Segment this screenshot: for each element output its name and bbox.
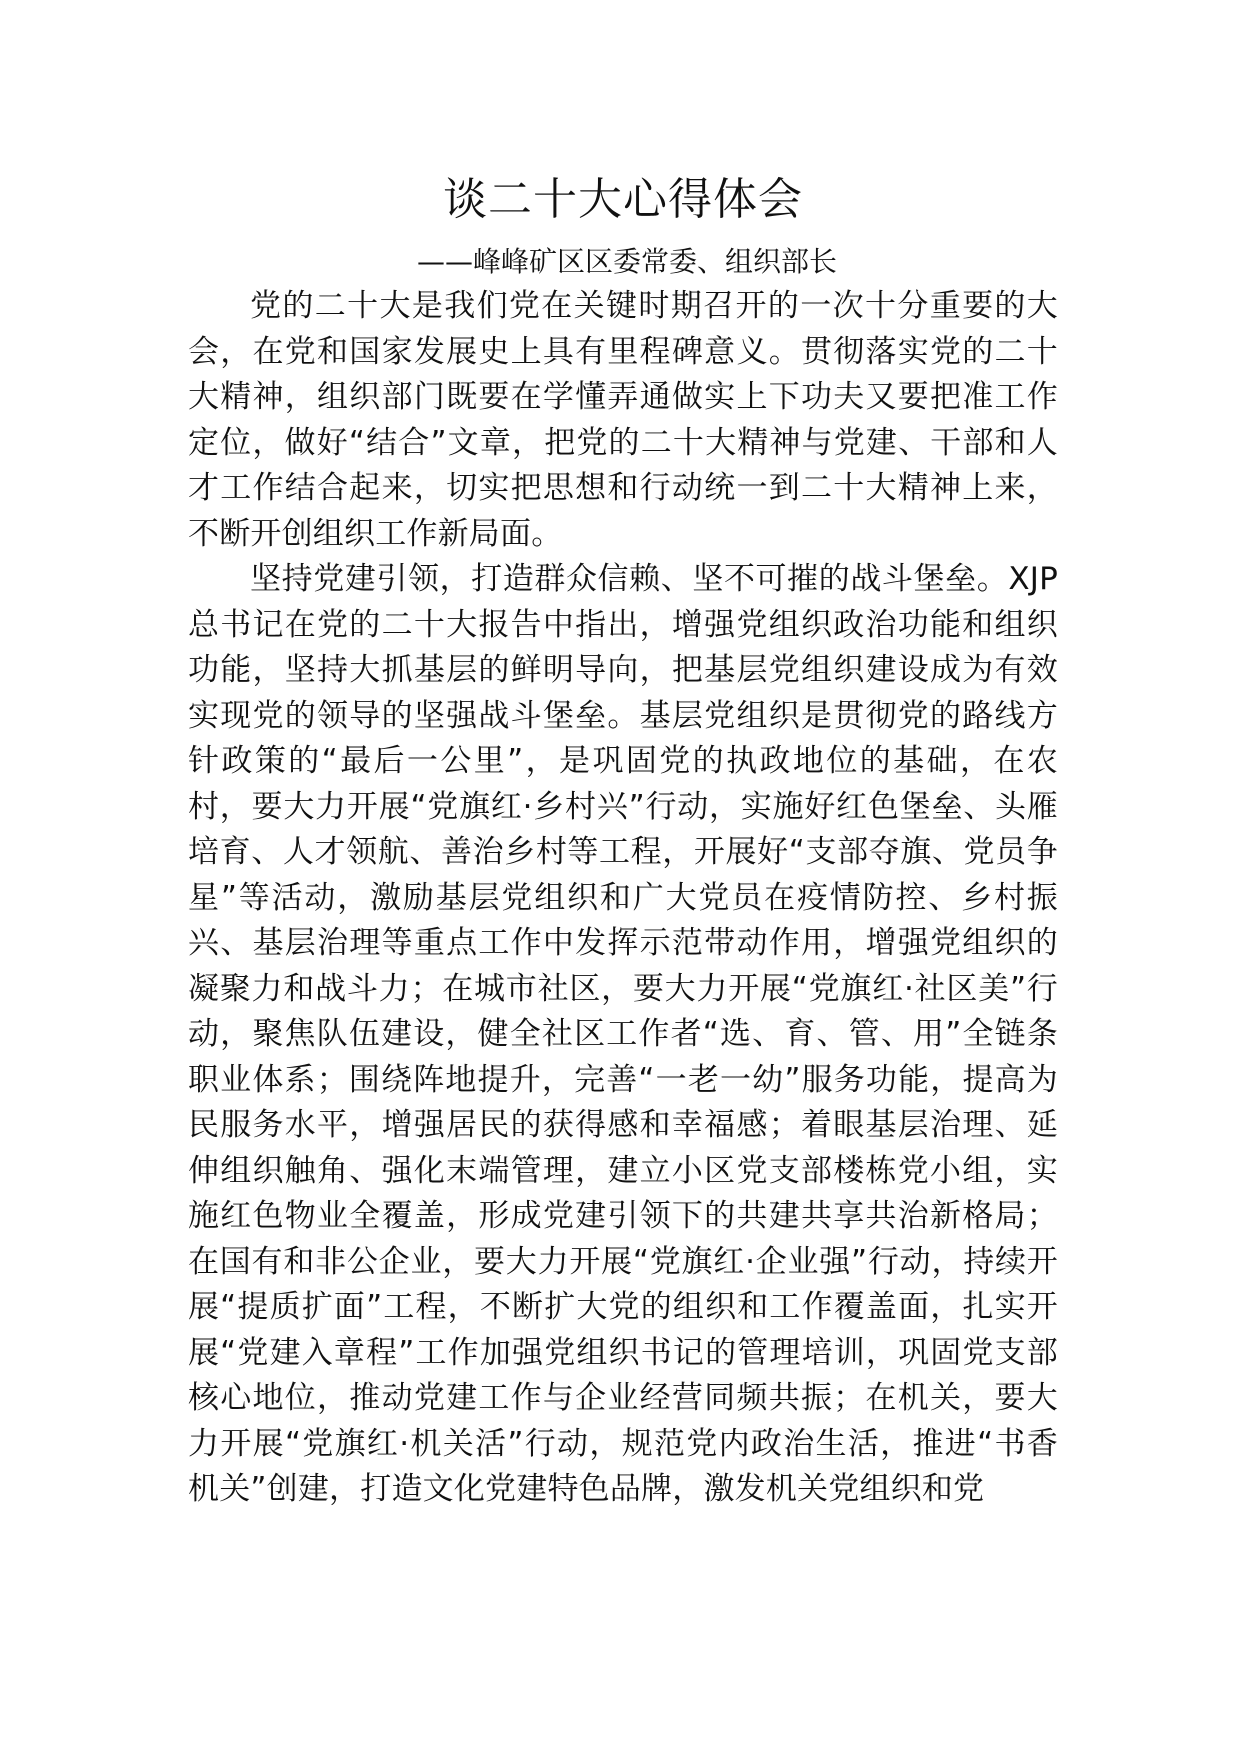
document-subtitle: ——峰峰矿区区委常委、组织部长 <box>416 245 837 278</box>
paragraph-2: 坚持党建引领，打造群众信赖、坚不可摧的战斗堡垒。XJP总书记在党的二十大报告中指出，增强党组织政治功能和组织功能，坚持大抓基层的鲜明导向，把基层党组织建设成为有效实现党的领导的坚强战斗堡垒。基层党组织是贯彻党的路线方针政策的“最后一公里”，是巩固党的执政地位的基础，在农村，要大力开展“党旗红·乡村兴”行动，实施好红色堡垒、头雁培育、人才领航、善治乡村等工程，开展好“支部夺旗、党员争星”等活动，激励基层党组织和广大党员在疫情防控、乡村振兴、基层治理等重点工作中发挥示范带动作用，增强党组织的凝聚力和战斗力；在城市社区，要大力开展“党旗红·社区美”行动，聚焦队伍建设，健全社区工作者“选、育、管、用”全链条职业体系；围绕阵地提升，完善“一老一幼”服务功能，提高为民服务水平，增强居民的获得感和幸福感；着眼基层治理、延伸组织触角、强化末端管理，建立小区党支部楼栋党小组，实施红色物业全覆盖，形成党建引领下的共建共享共治新格局；在国有和非公企业，要大力开展“党旗红·企业强”行动，持续开展“提质扩面”工程，不断扩大党的组织和工作覆盖面，扎实开展“党建入章程”工作加强党组织书记的管理培训，巩固党支部核心地位，推动党建工作与企业经营同频共振；在机关，要大力开展“党旗红·机关活”行动，规范党内政治生活，推进“书香机关”创建，打造文化党建特色品牌，激发机关党组织和党 <box>188 561 1058 1507</box>
paragraph-1: 党的二十大是我们党在关键时期召开的一次十分重要的大会，在党和国家发展史上具有里程碑意义。贯彻落实党的二十大精神，组织部门既要在学懂弄通做实上下功夫又要把准工作定位，做好“结合”文章，把党的二十大精神与党建、干部和人才工作结合起来，切实把思想和行动统一到二十大精神上来，不断开创组织工作新局面。 <box>188 288 1058 552</box>
document-title: 谈二十大心得体会 <box>443 174 803 225</box>
document-page <box>188 168 1058 1513</box>
